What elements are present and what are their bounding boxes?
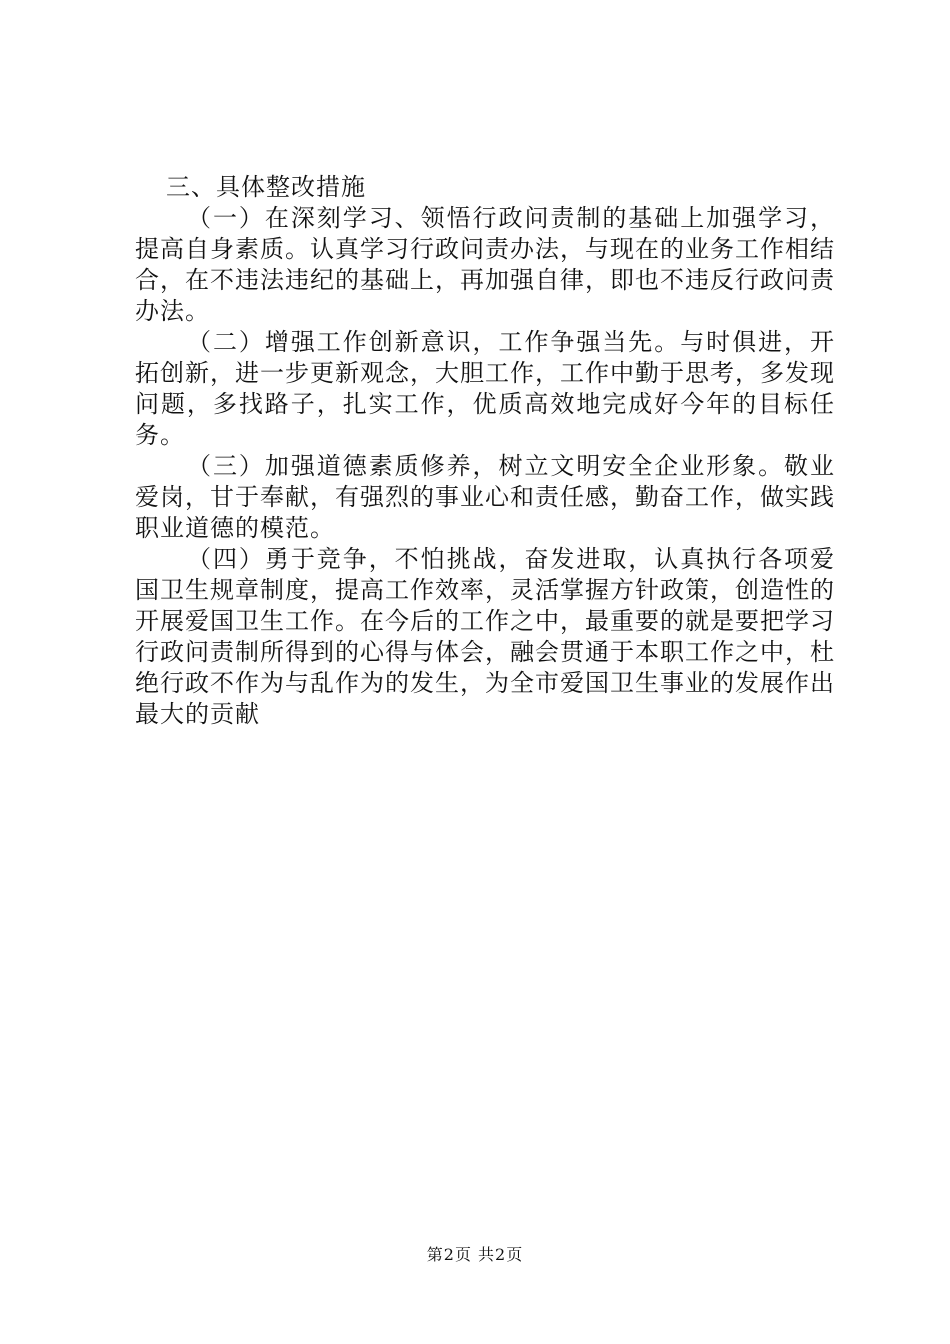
document-body [135,172,835,730]
paragraph-4: （四）勇于竞争，不怕挑战，奋发进取，认真执行各项爱国卫生规章制度，提高工作效率，灵活掌握方针政策，创造性的开展爱国卫生工作。在今后的工作之中，最重要的就是要把学习行政问责制所得到的心得与体会，融会贯通于本职工作之中，杜绝行政不作为与乱作为的发生，为全市爱国卫生事业的发展作出最大的贡献 [135,545,835,728]
paragraph-2: （二）增强工作创新意识，工作争强当先。与时俱进，开拓创新，进一步更新观念，大胆工作，工作中勤于思考，多发现问题，多找路子，扎实工作，优质高效地完成好今年的目标任务。 [135,328,835,449]
section-heading: 三、具体整改措施 [166,173,366,201]
paragraph-1: （一）在深刻学习、领悟行政问责制的基础上加强学习，提高自身素质。认真学习行政问责办法，与现在的业务工作相结合，在不违法违纪的基础上，再加强自律，即也不违反行政问责办法。 [135,204,835,325]
paragraph-3: （三）加强道德素质修养，树立文明安全企业形象。敬业爱岗，甘于奉献，有强烈的事业心和责任感，勤奋工作，做实践职业道德的模范。 [135,452,835,542]
page-number-footer: 第2页 共2页 [426,1245,524,1264]
